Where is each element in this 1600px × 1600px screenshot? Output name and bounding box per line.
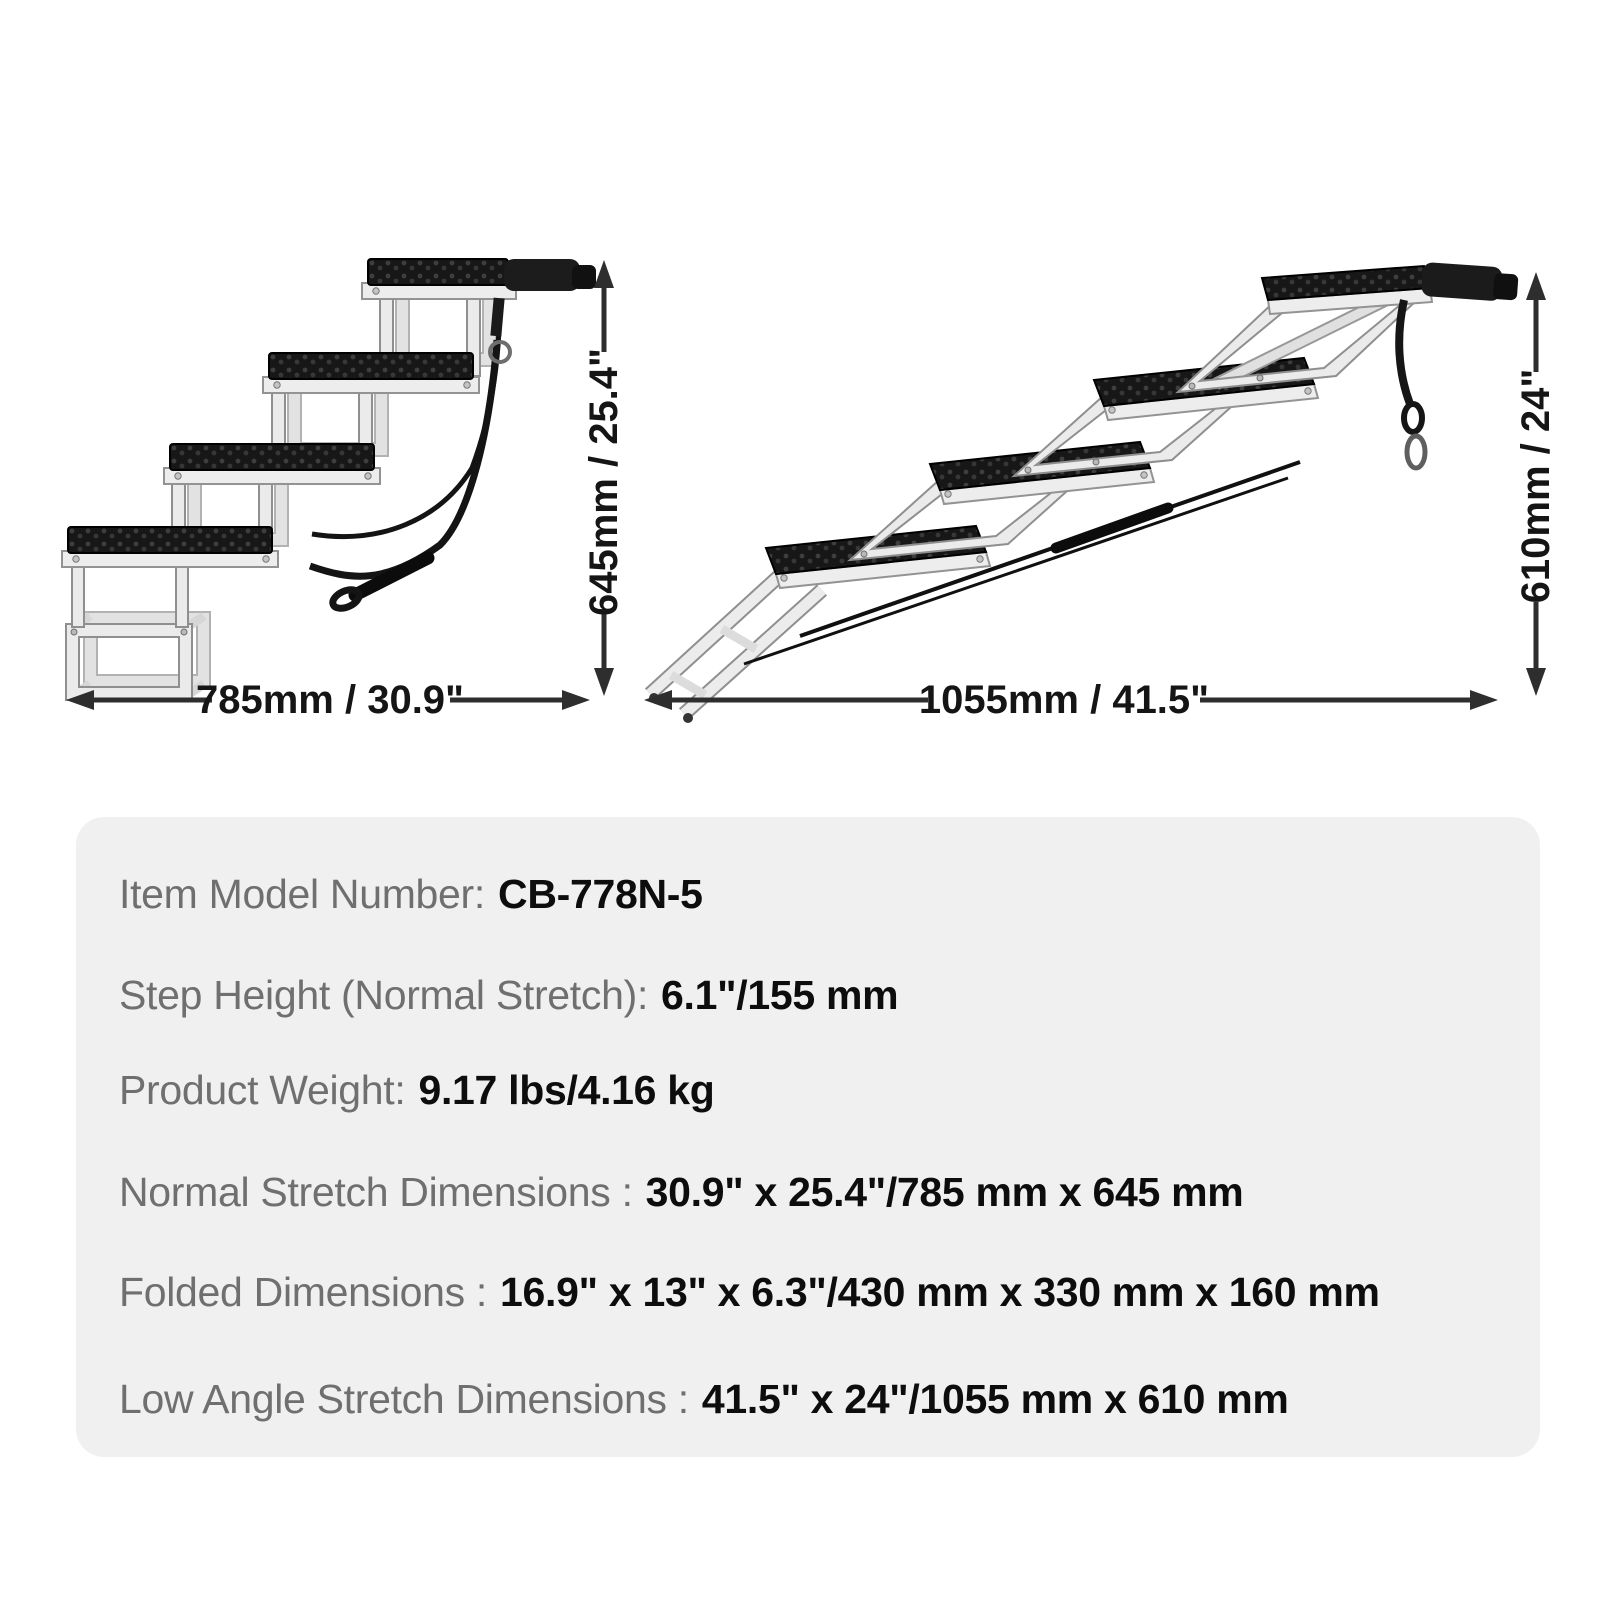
spec-value: 16.9" x 13" x 6.3"/430 mm x 330 mm x 160 mm xyxy=(500,1268,1380,1315)
spec-value: 30.9" x 25.4"/785 mm x 645 mm xyxy=(645,1168,1244,1215)
spec-row-weight xyxy=(119,1062,1510,1118)
spec-row-folded-dimensions xyxy=(119,1264,1510,1320)
width-dimension-label-normal: 785mm / 30.9" xyxy=(195,678,465,722)
grip-handle xyxy=(1421,262,1519,303)
spec-row-normal-dimensions xyxy=(119,1164,1510,1220)
top-step-tread xyxy=(362,259,516,299)
carabiner-icon xyxy=(1407,436,1425,468)
spec-value: 9.17 lbs/4.16 kg xyxy=(418,1066,715,1113)
spec-label: Item Model Number: xyxy=(119,870,486,917)
strap-loop xyxy=(1404,404,1422,432)
stair-frame-front xyxy=(66,284,480,700)
diagrams-svg xyxy=(0,0,1600,790)
spec-row-step-height xyxy=(119,967,1510,1023)
width-dimension-label-low-angle: 1055mm / 41.5" xyxy=(918,678,1210,722)
stair-leg xyxy=(176,562,188,627)
spec-label: Low Angle Stretch Dimensions : xyxy=(119,1375,689,1422)
stair-leg xyxy=(72,565,84,627)
spec-row-model xyxy=(119,866,1510,922)
height-dimension-label-normal: 645mm / 25.4" xyxy=(582,347,626,617)
step-tread xyxy=(164,444,380,484)
spec-label: Folded Dimensions : xyxy=(119,1268,488,1315)
grip-handle xyxy=(504,259,596,291)
spec-label: Normal Stretch Dimensions : xyxy=(119,1168,633,1215)
low-angle-diagram xyxy=(649,262,1519,723)
handle-strap xyxy=(1399,300,1410,404)
spec-panel xyxy=(76,817,1540,1457)
spec-value: 41.5" x 24"/1055 mm x 610 mm xyxy=(701,1375,1289,1422)
step-tread xyxy=(263,353,479,393)
spec-label: Product Weight: xyxy=(119,1066,406,1113)
spec-label: Step Height (Normal Stretch): xyxy=(119,971,649,1018)
spec-value: CB-778N-5 xyxy=(498,870,703,917)
normal-stretch-diagram xyxy=(62,259,596,700)
step-tread xyxy=(62,527,278,567)
spec-value: 6.1"/155 mm xyxy=(661,971,899,1018)
height-dimension-label-low-angle: 610mm / 24" xyxy=(1514,368,1558,604)
spec-row-low-angle-dimensions xyxy=(119,1371,1510,1427)
